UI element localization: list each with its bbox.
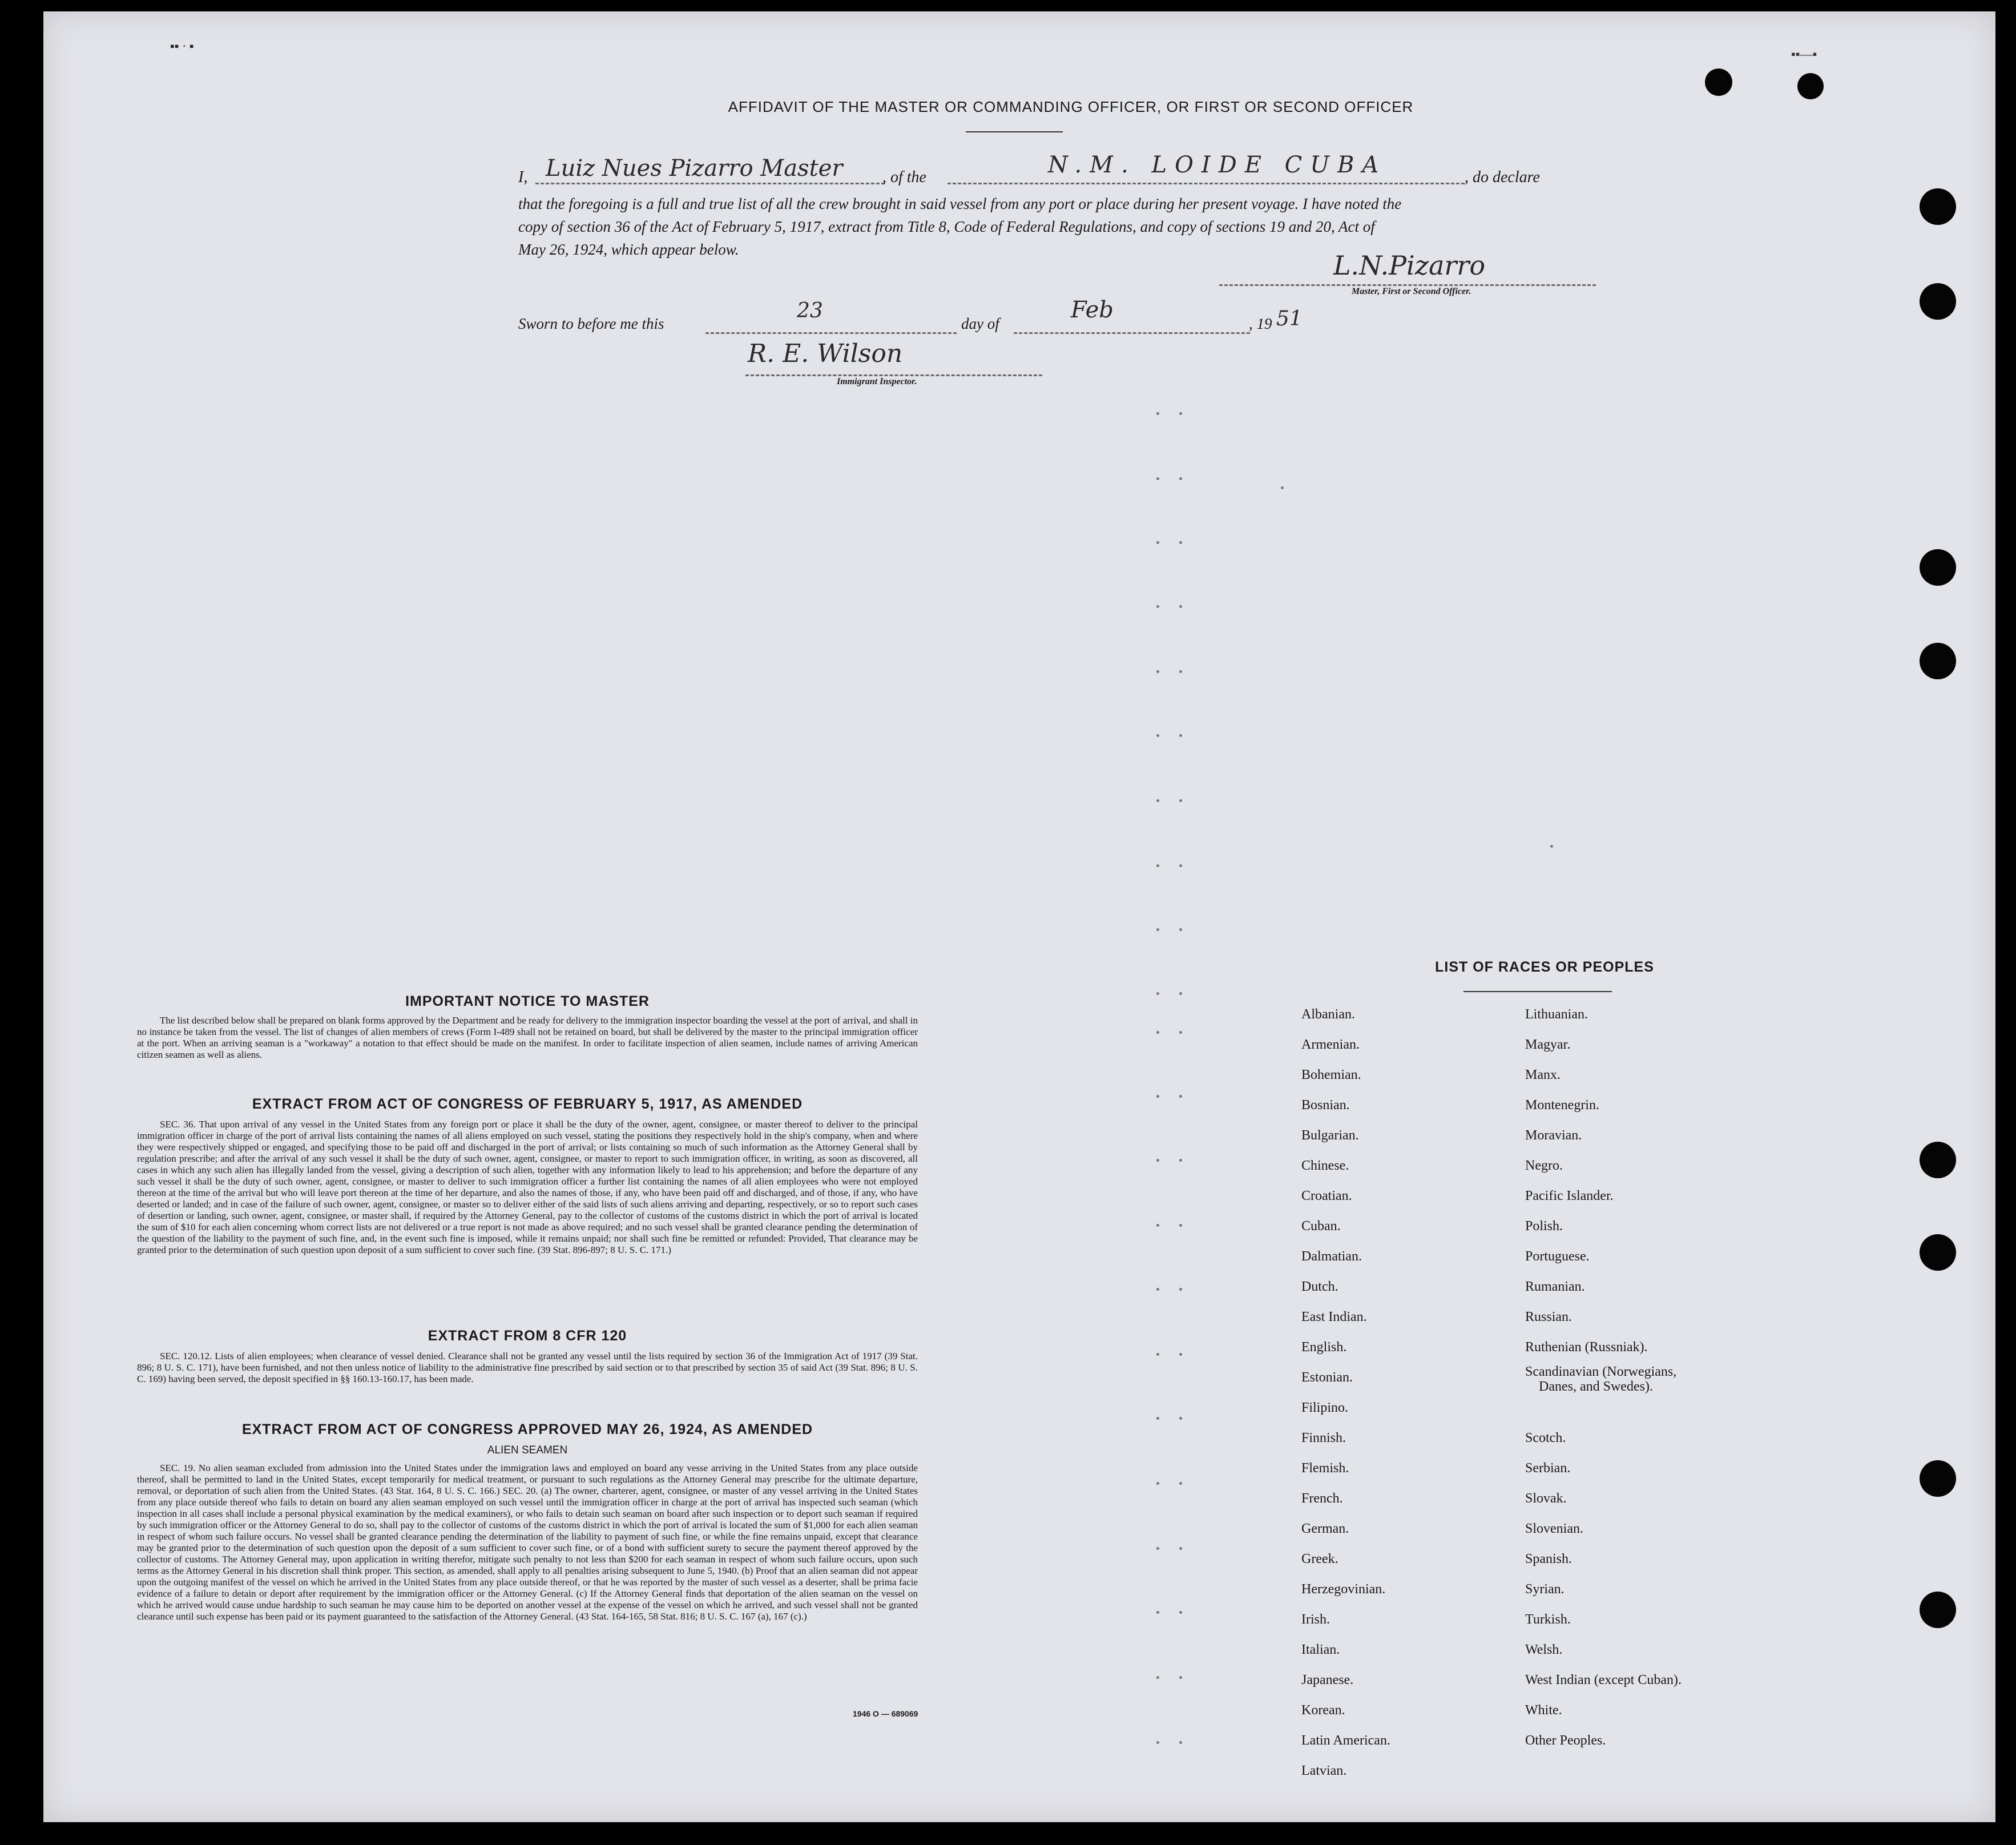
document-page bbox=[43, 11, 1995, 1822]
faint-dot bbox=[1179, 928, 1182, 931]
race-item: Greek. bbox=[1301, 1552, 1338, 1566]
sworn-day-handwritten: 23 bbox=[797, 299, 823, 323]
race-item: Other Peoples. bbox=[1525, 1733, 1606, 1748]
race-item: Latin American. bbox=[1301, 1733, 1390, 1748]
corner-mark-top-left: ▪▪ · ▪ bbox=[170, 39, 194, 53]
race-item: Manx. bbox=[1525, 1067, 1561, 1082]
faint-dot bbox=[1179, 605, 1182, 608]
extract-1924-title: EXTRACT FROM ACT OF CONGRESS APPROVED MAY 26, 1924, AS AMENDED bbox=[241, 1421, 813, 1437]
binder-hole bbox=[1920, 1142, 1956, 1178]
races-column-1 bbox=[1301, 1007, 1518, 1818]
faint-dot bbox=[1156, 412, 1159, 415]
races-column-2 bbox=[1525, 1007, 1811, 1818]
inspector-label: Immigrant Inspector. bbox=[837, 377, 917, 386]
faint-dot bbox=[1179, 1417, 1182, 1420]
faint-dot bbox=[1179, 1159, 1182, 1162]
binder-hole bbox=[1920, 1592, 1956, 1628]
do-declare-label: , do declare bbox=[1465, 168, 1540, 186]
master-signature-label: Master, First or Second Officer. bbox=[1352, 287, 1471, 296]
sworn-year-handwritten: 51 bbox=[1276, 307, 1303, 331]
binder-hole bbox=[1920, 549, 1956, 586]
race-item: Montenegrin. bbox=[1525, 1098, 1599, 1113]
race-item: Cuban. bbox=[1301, 1219, 1341, 1234]
extract-cfr-body: SEC. 120.12. Lists of alien employees; when clearance of vessel denied. Clearance shall not be granted any vessel until the lists required by section 36 of the Immigration Act of 1917 (39 Stat. 896; 8 U. S. C. 171), have been furnished, and not then unless notice of liability to the administrative fine prescribed by said section or to that prescribed by section 35 of said Act (39 Stat. 896; 8 U. S. C. 169) having been served, the deposit specified in §§ 160.13-160.17, has been made. bbox=[137, 1351, 918, 1384]
faint-dot bbox=[1179, 1482, 1182, 1485]
faint-dot bbox=[1179, 1031, 1182, 1034]
race-item: Rumanian. bbox=[1525, 1279, 1585, 1294]
race-item: Bulgarian. bbox=[1301, 1128, 1359, 1143]
sworn-day-field bbox=[705, 313, 957, 334]
race-item: Dutch. bbox=[1301, 1279, 1338, 1294]
faint-dot bbox=[1156, 1547, 1159, 1550]
extract-1924-subtitle: ALIEN SEAMEN bbox=[487, 1444, 568, 1456]
faint-dot bbox=[1156, 1482, 1159, 1485]
affidavit-line-3: May 26, 1924, which appear below. bbox=[518, 241, 739, 258]
notice-title: IMPORTANT NOTICE TO MASTER bbox=[405, 993, 650, 1009]
faint-dot bbox=[1156, 1159, 1159, 1162]
binder-hole bbox=[1920, 1234, 1956, 1271]
race-item: Portuguese. bbox=[1525, 1249, 1590, 1264]
faint-dot bbox=[1156, 1288, 1159, 1291]
race-item: Magyar. bbox=[1525, 1037, 1571, 1052]
faint-dot bbox=[1179, 541, 1182, 544]
race-item: Filipino. bbox=[1301, 1400, 1349, 1415]
faint-dot bbox=[1156, 928, 1159, 931]
race-item: Japanese. bbox=[1301, 1673, 1354, 1687]
sworn-month-handwritten: Feb bbox=[1071, 297, 1114, 323]
race-item: Serbian. bbox=[1525, 1461, 1571, 1476]
race-item: Finnish. bbox=[1301, 1431, 1346, 1445]
inspector-signature: R. E. Wilson bbox=[748, 339, 903, 368]
faint-dot bbox=[1179, 412, 1182, 415]
faint-dot bbox=[1281, 486, 1284, 489]
extract-1924-body: SEC. 19. No alien seaman excluded from admission into the United States under the immigration laws and employed on board any vesse arriving in the United States from any place outside thereof, shall be permitted to land in the United States, except temporarily for medical treatment, or pursuant to such regulations as the Attorney General may prescribe for the ultimate departure, removal, or deportation of such alien from the United States. (43 Stat. 164, 8 U. S. C. 166.) SEC. 20. (a) The owner, charterer, agent, consignee, or master of any vessel arriving in the United States from any place outside thereof who fails to detain on board any alien seaman employed on such vessel until the immigration officer in charge at the port of arrival has inspected such seaman (which inspection in all cases shall include a personal physical examination by the medical examiners), or who fails to detain such seaman on board after such inspection or to deport such seaman if required by such immigration officer or the Attorney General to do so, shall pay to the collector of customs of the customs district in which the port of arrival is located the sum of $1,000 for each alien seaman in respect of whom such failure occurs. No vessel shall be granted clearance pending the determination of the liability to payment of such fine, or while the fine remains unpaid, except that clearance may be granted prior to the determination of such question upon the deposit of a sum sufficient to cover such fine, or of a bond with sufficient surety to secure the payment thereof approved by the collector of customs. The Attorney General may, upon application in writing therefor, mitigate such penalty to not less than $200 for each seaman in respect of whom such failure occurs, upon such terms as the Attorney General in his discretion shall think proper. This section, as amended, shall apply to all penalties arising subsequent to June 5, 1940. (b) Proof that an alien seaman did not appear upon the outgoing manifest of the vessel on which he arrived in the United States from any place outside thereof, or that he was reported by the master of such vessel as a deserter, shall be prima facie evidence of a failure to detain or deport after requirement by the immigration officer or the Attorney General. (c) If the Attorney General finds that deportation of the alien seaman on the vessel on which he arrived would cause undue hardship to such seaman he may cause him to be deported on another vessel at the expense of the vessel on which he arrived, and such vessel shall not be granted clearance until such expense has been paid or its payment guaranteed to the satisfaction of the Attorney General. (43 Stat. 164-165, 58 Stat. 816; 8 U. S. C. 167 (a), 167 (c).) bbox=[137, 1463, 918, 1622]
binder-hole bbox=[1920, 283, 1956, 320]
race-item: Lithuanian. bbox=[1525, 1007, 1588, 1022]
faint-dot bbox=[1156, 1676, 1159, 1679]
race-item: Irish. bbox=[1301, 1612, 1330, 1627]
faint-dot bbox=[1156, 1611, 1159, 1614]
race-item: Flemish. bbox=[1301, 1461, 1349, 1476]
race-item: Moravian. bbox=[1525, 1128, 1582, 1143]
race-item: Polish. bbox=[1525, 1219, 1563, 1234]
master-name-handwritten: Luiz Nues Pizarro Master bbox=[546, 155, 843, 182]
race-item: Dalmatian. bbox=[1301, 1249, 1362, 1264]
binder-hole bbox=[1705, 69, 1732, 96]
race-item: Slovak. bbox=[1525, 1491, 1567, 1506]
race-item: West Indian (except Cuban). bbox=[1525, 1673, 1682, 1687]
race-item: Scandinavian (Norwegians, bbox=[1525, 1364, 1677, 1379]
faint-dot bbox=[1156, 1353, 1159, 1356]
extract-1917-body: SEC. 36. That upon arrival of any vessel in the United States from any foreign port or place it shall be the duty of the owner, agent, consignee, or master thereof to deliver to the principal immigration officer in charge of the port of arrival lists containing the names of all aliens employed on such vessel, stating the positions they respectively hold in the ship's company, when and where they were respectively shipped or engaged, and specifying those to be paid off and discharged in the port of arrival; or lists containing so much of such information as the Attorney General shall by regulation prescribe; and after the arrival of any such vessel it shall be the duty of such owner, agent, consignee, or master to report to such immigration officer, in writing, as soon as discovered, all cases in which any such alien has illegally landed from the vessel, giving a description of such alien, together with any information likely to lead to his apprehension; and before the departure of any such vessel it shall be the duty of such owner, agent, consignee, or master to deliver to such immigration officer a further list containing the names of all alien employees who were not employed thereon at the time of the arrival but who will leave port thereon at the time of her departure, and also the names of those, if any, who have been paid off and discharged, and of those, if any, who have deserted or landed; and in case of the failure of such owner, agent, consignee, or master so to deliver either of the said lists of such aliens arriving and departing, respectively, or so to report such cases of desertion or landing, such owner, agent, consignee, or master shall, if required by the Attorney General, pay to the collector of customs of the customs district in which the port of arrival is located the sum of $10 for each alien concerning whom correct lists are not delivered or a true report is not made as above required; and no such vessel shall be granted clearance pending the determination of the question of the liability to the payment of such fine, and, in the event such fine is imposed, while it remains unpaid; nor shall such fine be remitted or refunded: Provided, That clearance may be granted prior to the determination of such question upon deposit of a sum sufficient to cover such fine. (39 Stat. 896-897; 8 U. S. C. 171.) bbox=[137, 1119, 918, 1255]
of-the-label: , of the bbox=[882, 168, 926, 186]
faint-dot bbox=[1156, 1031, 1159, 1034]
faint-dot bbox=[1179, 670, 1182, 673]
faint-dot bbox=[1179, 799, 1182, 802]
year-prefix-label: , 19 bbox=[1249, 315, 1272, 332]
faint-dot bbox=[1179, 1611, 1182, 1614]
faint-dot bbox=[1156, 477, 1159, 480]
race-item: Armenian. bbox=[1301, 1037, 1360, 1052]
faint-dot bbox=[1156, 1095, 1159, 1098]
faint-dot bbox=[1179, 1095, 1182, 1098]
faint-dot bbox=[1156, 799, 1159, 802]
race-item: Korean. bbox=[1301, 1703, 1345, 1718]
binder-hole bbox=[1797, 73, 1824, 99]
race-item: Syrian. bbox=[1525, 1582, 1565, 1597]
race-item: German. bbox=[1301, 1521, 1349, 1536]
race-item: Slovenian. bbox=[1525, 1521, 1583, 1536]
affidavit-title: AFFIDAVIT OF THE MASTER OR COMMANDING OFFICER, OR FIRST OR SECOND OFFICER bbox=[728, 98, 1414, 115]
corner-mark-top-right: ▪▪—▪ bbox=[1791, 47, 1817, 61]
binder-hole bbox=[1920, 643, 1956, 679]
race-item: Russian. bbox=[1525, 1310, 1573, 1324]
faint-dot bbox=[1156, 605, 1159, 608]
race-item: Chinese. bbox=[1301, 1158, 1349, 1173]
affidavit-line-1: that the foregoing is a full and true list of all the crew brought in said vessel from any port or place during her present voyage. I have noted the bbox=[518, 195, 1402, 212]
race-item: Scotch. bbox=[1525, 1431, 1566, 1445]
faint-dot bbox=[1156, 992, 1159, 995]
faint-dot bbox=[1179, 1547, 1182, 1550]
race-item: Danes, and Swedes). bbox=[1539, 1379, 1653, 1394]
race-item: Bosnian. bbox=[1301, 1098, 1350, 1113]
race-item: Pacific Islander. bbox=[1525, 1189, 1614, 1203]
divider bbox=[966, 131, 1063, 132]
race-item: Ruthenian (Russniak). bbox=[1525, 1340, 1648, 1355]
race-item: Croatian. bbox=[1301, 1189, 1352, 1203]
faint-dot bbox=[1550, 845, 1553, 848]
vessel-name-handwritten: N.M. LOIDE CUBA bbox=[1048, 152, 1387, 178]
race-item: Herzegovinian. bbox=[1301, 1582, 1386, 1597]
extract-1917-title: EXTRACT FROM ACT OF CONGRESS OF FEBRUARY 5, 1917, AS AMENDED bbox=[252, 1096, 803, 1112]
affidavit-i: I, bbox=[518, 168, 528, 186]
divider bbox=[1463, 991, 1612, 992]
sworn-label: Sworn to before me this bbox=[518, 315, 664, 332]
extract-cfr-title: EXTRACT FROM 8 CFR 120 bbox=[428, 1328, 627, 1344]
faint-dot bbox=[1156, 670, 1159, 673]
race-item: French. bbox=[1301, 1491, 1343, 1506]
race-item: Italian. bbox=[1301, 1642, 1340, 1657]
races-title: LIST OF RACES OR PEOPLES bbox=[1435, 959, 1654, 975]
faint-dot bbox=[1179, 1741, 1182, 1744]
faint-dot bbox=[1179, 992, 1182, 995]
race-item: Latvian. bbox=[1301, 1763, 1347, 1778]
race-item: Welsh. bbox=[1525, 1642, 1563, 1657]
race-item: Bohemian. bbox=[1301, 1067, 1361, 1082]
binder-hole bbox=[1920, 188, 1956, 225]
race-item: Turkish. bbox=[1525, 1612, 1571, 1627]
faint-dot bbox=[1156, 1741, 1159, 1744]
race-item: Spanish. bbox=[1525, 1552, 1573, 1566]
faint-dot bbox=[1179, 1288, 1182, 1291]
day-of-label: day of bbox=[961, 315, 999, 332]
faint-dot bbox=[1156, 1417, 1159, 1420]
faint-dot bbox=[1156, 1224, 1159, 1227]
affidavit-line-2: copy of section 36 of the Act of February 5, 1917, extract from Title 8, Code of Federal Regulations, and copy of sections 19 and 20, Act of bbox=[518, 218, 1375, 235]
print-code: 1946 O — 689069 bbox=[853, 1709, 918, 1718]
race-item: Estonian. bbox=[1301, 1370, 1353, 1385]
faint-dot bbox=[1156, 734, 1159, 737]
faint-dot bbox=[1179, 1224, 1182, 1227]
race-item: White. bbox=[1525, 1703, 1562, 1718]
race-item: Albanian. bbox=[1301, 1007, 1355, 1022]
binder-hole bbox=[1920, 1460, 1956, 1497]
master-signature: L.N.Pizarro bbox=[1333, 250, 1486, 281]
faint-dot bbox=[1179, 1353, 1182, 1356]
faint-dot bbox=[1179, 1676, 1182, 1679]
faint-dot bbox=[1179, 734, 1182, 737]
faint-dot bbox=[1156, 541, 1159, 544]
notice-body: The list described below shall be prepared on blank forms approved by the Department and be ready for delivery to the immigration inspector boarding the vessel at the port of arrival, and shall in no instance be taken from the vessel. The list of changes of alien members of crews (Form I-489 shall not be retained on board, but shall be delivered by the master to the principal immigration officer at the port. When an arriving seaman is a "workaway" a notation to that effect should be made on the manifest. In order to facilitate inspection of alien seamen, include names of arriving American citizen seamen as well as aliens. bbox=[137, 1015, 918, 1060]
race-item: English. bbox=[1301, 1340, 1347, 1355]
faint-dot bbox=[1179, 864, 1182, 867]
race-item: East Indian. bbox=[1301, 1310, 1367, 1324]
faint-dot bbox=[1156, 864, 1159, 867]
race-item: Negro. bbox=[1525, 1158, 1563, 1173]
faint-dot bbox=[1179, 477, 1182, 480]
sworn-month-field bbox=[1014, 313, 1250, 334]
